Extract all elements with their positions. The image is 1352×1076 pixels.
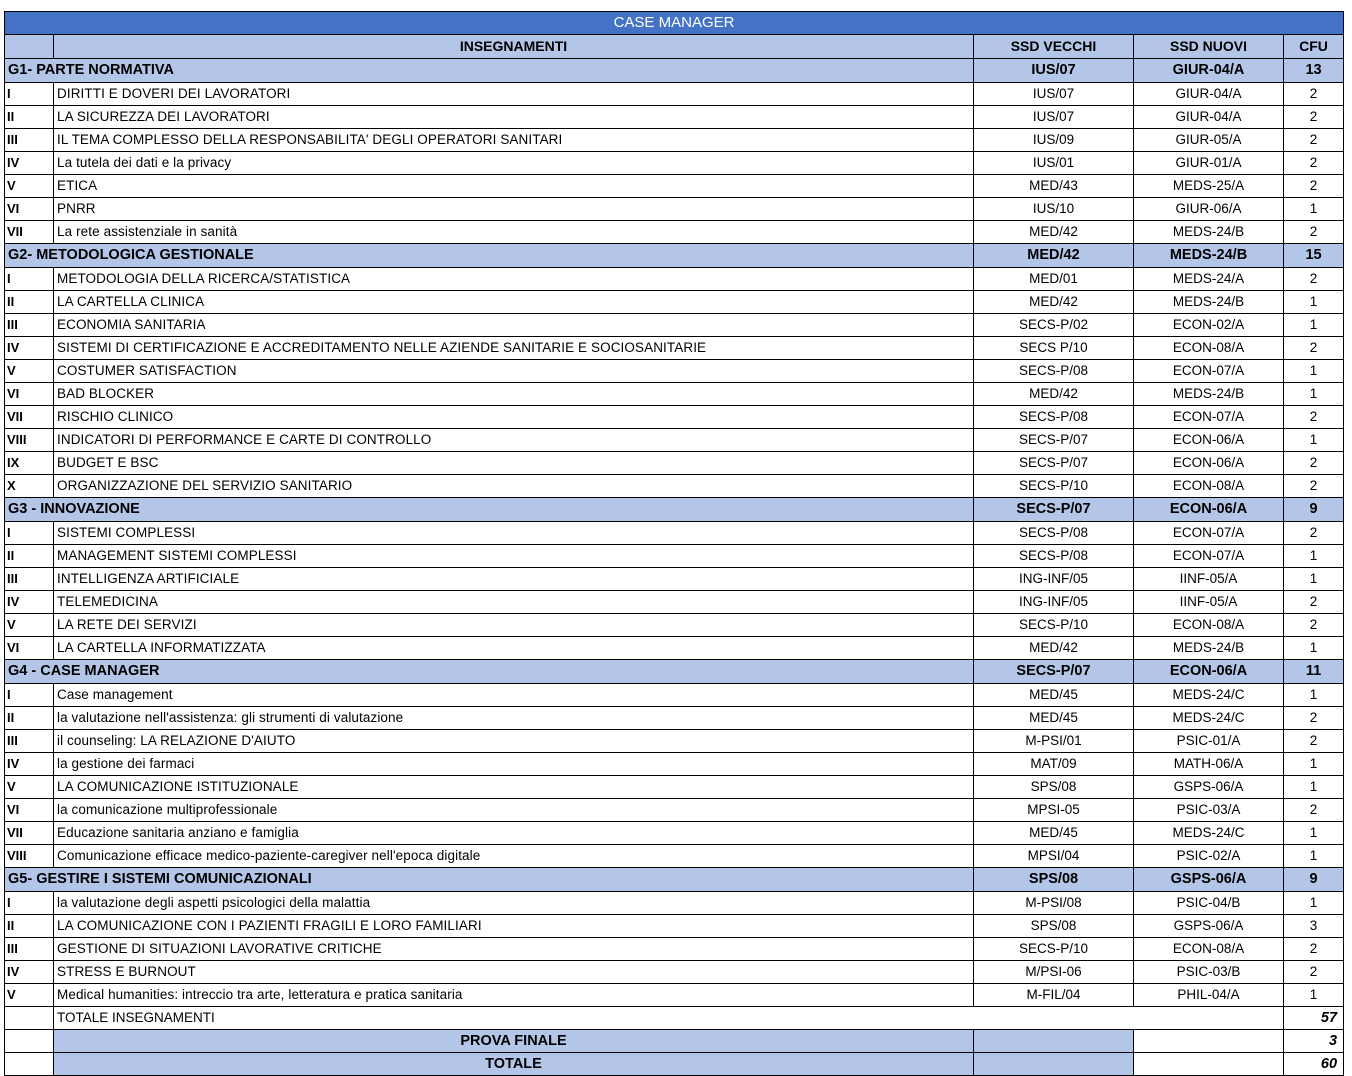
item-ssd-vecchi: MED/45 — [974, 684, 1134, 707]
item-cfu: 1 — [1284, 776, 1344, 799]
item-ssd-vecchi: M-FIL/04 — [974, 984, 1134, 1007]
item-ssd-nuovi: ECON-08/A — [1134, 337, 1284, 360]
item-cfu: 2 — [1284, 129, 1344, 152]
item-ssd-vecchi: SECS-P/07 — [974, 429, 1134, 452]
item-name: SISTEMI DI CERTIFICAZIONE E ACCREDITAMENTO NELLE AZIENDE SANITARIE E SOCIOSANITARIE — [54, 337, 974, 360]
item-cfu: 1 — [1284, 892, 1344, 915]
prova-finale-cfu: 3 — [1284, 1030, 1344, 1053]
table-row — [5, 522, 1344, 545]
item-cfu: 3 — [1284, 915, 1344, 938]
group-row — [5, 660, 1344, 684]
item-ssd-vecchi: SECS-P/10 — [974, 614, 1134, 637]
footer-blank — [5, 1053, 54, 1076]
item-name: INDICATORI DI PERFORMANCE E CARTE DI CONTROLLO — [54, 429, 974, 452]
item-ssd-nuovi: PSIC-04/B — [1134, 892, 1284, 915]
table-row — [5, 429, 1344, 452]
item-ssd-vecchi: SECS-P/08 — [974, 360, 1134, 383]
table-row — [5, 545, 1344, 568]
item-ssd-vecchi: MED/42 — [974, 221, 1134, 244]
table-row — [5, 152, 1344, 175]
table-row — [5, 637, 1344, 660]
table-row — [5, 915, 1344, 938]
table-row — [5, 106, 1344, 129]
item-ssd-nuovi: MEDS-24/A — [1134, 268, 1284, 291]
item-number: VII — [5, 822, 54, 845]
item-ssd-vecchi: M-PSI/01 — [974, 730, 1134, 753]
item-number: III — [5, 938, 54, 961]
item-ssd-vecchi: IUS/07 — [974, 106, 1134, 129]
header-insegnamenti: INSEGNAMENTI — [54, 35, 974, 59]
table-row — [5, 360, 1344, 383]
item-ssd-nuovi: MEDS-24/B — [1134, 383, 1284, 406]
table-row — [5, 268, 1344, 291]
item-cfu: 2 — [1284, 152, 1344, 175]
table-row — [5, 568, 1344, 591]
item-ssd-nuovi: ECON-06/A — [1134, 429, 1284, 452]
item-cfu: 2 — [1284, 938, 1344, 961]
item-number: VII — [5, 221, 54, 244]
item-number: VIII — [5, 845, 54, 868]
item-cfu: 2 — [1284, 522, 1344, 545]
group-ssd-vecchi: SECS-P/07 — [974, 498, 1134, 522]
item-name: Comunicazione efficace medico-paziente-caregiver nell'epoca digitale — [54, 845, 974, 868]
table-row — [5, 175, 1344, 198]
item-cfu: 1 — [1284, 845, 1344, 868]
item-cfu: 2 — [1284, 475, 1344, 498]
item-name: BAD BLOCKER — [54, 383, 974, 406]
item-cfu: 1 — [1284, 429, 1344, 452]
footer-blank — [5, 1007, 54, 1030]
group-cfu: 9 — [1284, 498, 1344, 522]
item-ssd-nuovi: GIUR-05/A — [1134, 129, 1284, 152]
prova-finale-row — [5, 1030, 1344, 1053]
cfu-table — [4, 11, 1344, 1076]
item-ssd-vecchi: MED/01 — [974, 268, 1134, 291]
table-row — [5, 452, 1344, 475]
group-label: G1- PARTE NORMATIVA — [5, 59, 974, 83]
item-ssd-vecchi: M/PSI-06 — [974, 961, 1134, 984]
item-number: II — [5, 915, 54, 938]
item-number: VI — [5, 383, 54, 406]
item-ssd-nuovi: MATH-06/A — [1134, 753, 1284, 776]
group-label: G2- METODOLOGICA GESTIONALE — [5, 244, 974, 268]
item-ssd-vecchi: MED/43 — [974, 175, 1134, 198]
item-ssd-nuovi: MEDS-24/C — [1134, 707, 1284, 730]
item-ssd-nuovi: MEDS-24/B — [1134, 221, 1284, 244]
item-ssd-nuovi: IINF-05/A — [1134, 591, 1284, 614]
item-ssd-vecchi: SECS-P/07 — [974, 452, 1134, 475]
item-number: II — [5, 291, 54, 314]
item-number: V — [5, 776, 54, 799]
item-name: COSTUMER SATISFACTION — [54, 360, 974, 383]
item-ssd-vecchi: ING-INF/05 — [974, 591, 1134, 614]
table-row — [5, 337, 1344, 360]
table-row — [5, 198, 1344, 221]
item-name: ECONOMIA SANITARIA — [54, 314, 974, 337]
item-ssd-nuovi: GIUR-06/A — [1134, 198, 1284, 221]
item-name: La tutela dei dati e la privacy — [54, 152, 974, 175]
item-cfu: 1 — [1284, 568, 1344, 591]
item-ssd-vecchi: SECS-P/10 — [974, 938, 1134, 961]
item-cfu: 1 — [1284, 984, 1344, 1007]
prova-finale-new — [1134, 1030, 1284, 1053]
item-ssd-nuovi: GSPS-06/A — [1134, 915, 1284, 938]
item-name: SISTEMI COMPLESSI — [54, 522, 974, 545]
item-ssd-nuovi: IINF-05/A — [1134, 568, 1284, 591]
table-row — [5, 591, 1344, 614]
item-ssd-nuovi: MEDS-25/A — [1134, 175, 1284, 198]
item-ssd-vecchi: MED/42 — [974, 383, 1134, 406]
item-ssd-nuovi: MEDS-24/C — [1134, 822, 1284, 845]
item-ssd-vecchi: MED/45 — [974, 707, 1134, 730]
totale-insegnamenti-row — [5, 1007, 1344, 1030]
group-row — [5, 244, 1344, 268]
item-name: METODOLOGIA DELLA RICERCA/STATISTICA — [54, 268, 974, 291]
item-ssd-vecchi: M-PSI/08 — [974, 892, 1134, 915]
item-name: IL TEMA COMPLESSO DELLA RESPONSABILITA' DEGLI OPERATORI SANITARI — [54, 129, 974, 152]
table-row — [5, 83, 1344, 106]
item-name: Case management — [54, 684, 974, 707]
header-ssd-vecchi: SSD VECCHI — [974, 35, 1134, 59]
item-ssd-vecchi: IUS/10 — [974, 198, 1134, 221]
table-row — [5, 776, 1344, 799]
item-ssd-nuovi: ECON-08/A — [1134, 938, 1284, 961]
item-cfu: 1 — [1284, 637, 1344, 660]
item-ssd-vecchi: SECS-P/08 — [974, 522, 1134, 545]
item-name: Medical humanities: intreccio tra arte, letteratura e pratica sanitaria — [54, 984, 974, 1007]
group-row — [5, 868, 1344, 892]
group-row — [5, 59, 1344, 83]
item-number: V — [5, 360, 54, 383]
group-ssd-nuovi: GIUR-04/A — [1134, 59, 1284, 83]
item-name: la valutazione nell'assistenza: gli strumenti di valutazione — [54, 707, 974, 730]
prova-finale-ssd — [974, 1030, 1134, 1053]
footer-blank — [5, 1030, 54, 1053]
item-ssd-nuovi: ECON-02/A — [1134, 314, 1284, 337]
totale-cfu: 60 — [1284, 1053, 1344, 1076]
item-ssd-vecchi: ING-INF/05 — [974, 568, 1134, 591]
item-cfu: 2 — [1284, 175, 1344, 198]
item-number: I — [5, 892, 54, 915]
item-ssd-nuovi: MEDS-24/C — [1134, 684, 1284, 707]
table-row — [5, 961, 1344, 984]
item-cfu: 2 — [1284, 106, 1344, 129]
item-name: la valutazione degli aspetti psicologici della malattia — [54, 892, 974, 915]
item-name: La rete assistenziale in sanità — [54, 221, 974, 244]
item-name: DIRITTI E DOVERI DEI LAVORATORI — [54, 83, 974, 106]
item-cfu: 2 — [1284, 221, 1344, 244]
item-number: VII — [5, 406, 54, 429]
item-name: LA COMUNICAZIONE ISTITUZIONALE — [54, 776, 974, 799]
item-name: INTELLIGENZA ARTIFICIALE — [54, 568, 974, 591]
item-number: III — [5, 314, 54, 337]
totale-insegnamenti-label: TOTALE INSEGNAMENTI — [54, 1007, 1284, 1030]
group-cfu: 13 — [1284, 59, 1344, 83]
item-ssd-vecchi: MED/42 — [974, 291, 1134, 314]
item-ssd-nuovi: ECON-07/A — [1134, 406, 1284, 429]
table-row — [5, 799, 1344, 822]
item-name: la comunicazione multiprofessionale — [54, 799, 974, 822]
item-number: V — [5, 175, 54, 198]
item-ssd-vecchi: MED/45 — [974, 822, 1134, 845]
item-name: LA RETE DEI SERVIZI — [54, 614, 974, 637]
item-ssd-vecchi: SECS P/10 — [974, 337, 1134, 360]
table-row — [5, 822, 1344, 845]
group-ssd-vecchi: SECS-P/07 — [974, 660, 1134, 684]
item-ssd-vecchi: SPS/08 — [974, 776, 1134, 799]
item-number: IV — [5, 152, 54, 175]
item-ssd-nuovi: PHIL-04/A — [1134, 984, 1284, 1007]
table-row — [5, 684, 1344, 707]
group-label: G5- GESTIRE I SISTEMI COMUNICAZIONALI — [5, 868, 974, 892]
item-ssd-vecchi: MPSI/04 — [974, 845, 1134, 868]
table-row — [5, 938, 1344, 961]
totale-label: TOTALE — [54, 1053, 974, 1076]
item-cfu: 2 — [1284, 614, 1344, 637]
group-ssd-nuovi: ECON-06/A — [1134, 660, 1284, 684]
item-ssd-nuovi: ECON-07/A — [1134, 522, 1284, 545]
table-row — [5, 730, 1344, 753]
item-number: V — [5, 984, 54, 1007]
table-row — [5, 845, 1344, 868]
item-cfu: 2 — [1284, 799, 1344, 822]
item-name: LA CARTELLA INFORMATIZZATA — [54, 637, 974, 660]
item-ssd-vecchi: IUS/09 — [974, 129, 1134, 152]
table-title: CASE MANAGER — [5, 12, 1344, 35]
item-name: MANAGEMENT SISTEMI COMPLESSI — [54, 545, 974, 568]
item-name: PNRR — [54, 198, 974, 221]
table-row — [5, 383, 1344, 406]
item-ssd-vecchi: MED/42 — [974, 637, 1134, 660]
item-number: II — [5, 106, 54, 129]
table-row — [5, 614, 1344, 637]
item-number: IV — [5, 961, 54, 984]
item-ssd-vecchi: IUS/07 — [974, 83, 1134, 106]
group-cfu: 9 — [1284, 868, 1344, 892]
item-ssd-nuovi: ECON-08/A — [1134, 475, 1284, 498]
table-row — [5, 221, 1344, 244]
item-name: la gestione dei farmaci — [54, 753, 974, 776]
item-ssd-nuovi: ECON-07/A — [1134, 360, 1284, 383]
item-name: LA COMUNICAZIONE CON I PAZIENTI FRAGILI E LORO FAMILIARI — [54, 915, 974, 938]
item-ssd-vecchi: MAT/09 — [974, 753, 1134, 776]
table-row — [5, 707, 1344, 730]
item-ssd-nuovi: PSIC-02/A — [1134, 845, 1284, 868]
group-ssd-nuovi: GSPS-06/A — [1134, 868, 1284, 892]
item-number: I — [5, 684, 54, 707]
item-name: TELEMEDICINA — [54, 591, 974, 614]
group-label: G4 - CASE MANAGER — [5, 660, 974, 684]
title-row — [5, 12, 1344, 35]
item-name: RISCHIO CLINICO — [54, 406, 974, 429]
item-number: I — [5, 83, 54, 106]
item-cfu: 1 — [1284, 383, 1344, 406]
item-cfu: 2 — [1284, 83, 1344, 106]
item-cfu: 2 — [1284, 961, 1344, 984]
totale-row — [5, 1053, 1344, 1076]
table-row — [5, 892, 1344, 915]
item-cfu: 1 — [1284, 198, 1344, 221]
item-number: II — [5, 545, 54, 568]
header-ssd-nuovi: SSD NUOVI — [1134, 35, 1284, 59]
header-row — [5, 35, 1344, 59]
item-ssd-nuovi: ECON-06/A — [1134, 452, 1284, 475]
item-cfu: 2 — [1284, 268, 1344, 291]
group-cfu: 15 — [1284, 244, 1344, 268]
item-ssd-nuovi: GIUR-04/A — [1134, 106, 1284, 129]
item-number: X — [5, 475, 54, 498]
item-number: IV — [5, 591, 54, 614]
item-number: IV — [5, 753, 54, 776]
item-ssd-nuovi: PSIC-03/A — [1134, 799, 1284, 822]
item-name: il counseling: LA RELAZIONE D'AIUTO — [54, 730, 974, 753]
table-row — [5, 129, 1344, 152]
table-row — [5, 984, 1344, 1007]
item-name: LA SICUREZZA DEI LAVORATORI — [54, 106, 974, 129]
item-number: III — [5, 568, 54, 591]
group-cfu: 11 — [1284, 660, 1344, 684]
table-row — [5, 291, 1344, 314]
item-name: STRESS E BURNOUT — [54, 961, 974, 984]
totale-new — [1134, 1053, 1284, 1076]
item-number: II — [5, 707, 54, 730]
item-cfu: 2 — [1284, 730, 1344, 753]
item-ssd-nuovi: PSIC-03/B — [1134, 961, 1284, 984]
table-row — [5, 406, 1344, 429]
item-number: IX — [5, 452, 54, 475]
item-ssd-vecchi: SECS-P/10 — [974, 475, 1134, 498]
item-ssd-nuovi: MEDS-24/B — [1134, 637, 1284, 660]
item-cfu: 1 — [1284, 545, 1344, 568]
item-ssd-nuovi: GIUR-01/A — [1134, 152, 1284, 175]
item-number: III — [5, 129, 54, 152]
item-ssd-vecchi: SPS/08 — [974, 915, 1134, 938]
item-cfu: 1 — [1284, 822, 1344, 845]
item-ssd-vecchi: SECS-P/02 — [974, 314, 1134, 337]
item-ssd-nuovi: PSIC-01/A — [1134, 730, 1284, 753]
item-cfu: 1 — [1284, 314, 1344, 337]
item-cfu: 2 — [1284, 591, 1344, 614]
item-cfu: 2 — [1284, 406, 1344, 429]
item-ssd-vecchi: SECS-P/08 — [974, 545, 1134, 568]
item-number: VI — [5, 637, 54, 660]
item-ssd-nuovi: ECON-08/A — [1134, 614, 1284, 637]
item-cfu: 2 — [1284, 707, 1344, 730]
item-name: ORGANIZZAZIONE DEL SERVIZIO SANITARIO — [54, 475, 974, 498]
item-cfu: 1 — [1284, 753, 1344, 776]
item-ssd-vecchi: SECS-P/08 — [974, 406, 1134, 429]
header-num — [5, 35, 54, 59]
item-ssd-vecchi: IUS/01 — [974, 152, 1134, 175]
item-ssd-nuovi: GSPS-06/A — [1134, 776, 1284, 799]
item-cfu: 2 — [1284, 452, 1344, 475]
item-cfu: 1 — [1284, 360, 1344, 383]
item-cfu: 1 — [1284, 684, 1344, 707]
item-ssd-nuovi: GIUR-04/A — [1134, 83, 1284, 106]
item-ssd-vecchi: MPSI-05 — [974, 799, 1134, 822]
header-cfu: CFU — [1284, 35, 1344, 59]
totale-insegnamenti-cfu: 57 — [1284, 1007, 1344, 1030]
item-name: BUDGET E BSC — [54, 452, 974, 475]
item-number: V — [5, 614, 54, 637]
item-number: VI — [5, 799, 54, 822]
group-ssd-vecchi: SPS/08 — [974, 868, 1134, 892]
item-name: Educazione sanitaria anziano e famiglia — [54, 822, 974, 845]
table-row — [5, 753, 1344, 776]
prova-finale-label: PROVA FINALE — [54, 1030, 974, 1053]
item-number: III — [5, 730, 54, 753]
group-ssd-nuovi: ECON-06/A — [1134, 498, 1284, 522]
item-name: GESTIONE DI SITUAZIONI LAVORATIVE CRITICHE — [54, 938, 974, 961]
item-name: LA CARTELLA CLINICA — [54, 291, 974, 314]
item-ssd-nuovi: MEDS-24/B — [1134, 291, 1284, 314]
item-number: VIII — [5, 429, 54, 452]
table-row — [5, 314, 1344, 337]
item-cfu: 2 — [1284, 337, 1344, 360]
item-number: I — [5, 268, 54, 291]
item-number: IV — [5, 337, 54, 360]
group-row — [5, 498, 1344, 522]
item-number: I — [5, 522, 54, 545]
item-ssd-nuovi: ECON-07/A — [1134, 545, 1284, 568]
group-ssd-vecchi: MED/42 — [974, 244, 1134, 268]
group-ssd-nuovi: MEDS-24/B — [1134, 244, 1284, 268]
table-row — [5, 475, 1344, 498]
item-name: ETICA — [54, 175, 974, 198]
totale-ssd — [974, 1053, 1134, 1076]
item-cfu: 1 — [1284, 291, 1344, 314]
group-label: G3 - INNOVAZIONE — [5, 498, 974, 522]
item-number: VI — [5, 198, 54, 221]
group-ssd-vecchi: IUS/07 — [974, 59, 1134, 83]
